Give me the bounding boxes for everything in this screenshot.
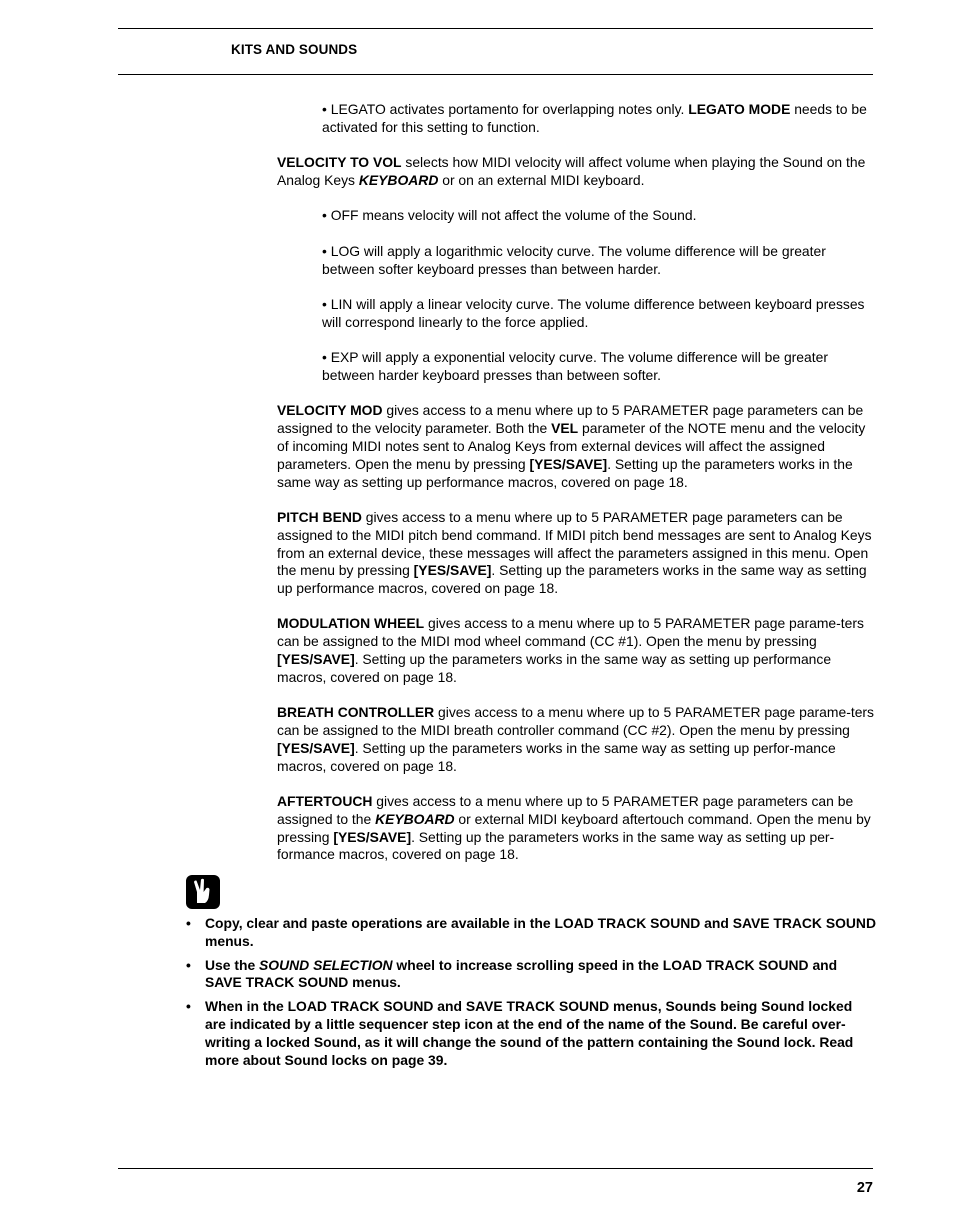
tip-item: • When in the LOAD TRACK SOUND and SAVE TRACK SOUND menus, Sounds being Sound locked are indicated by a little sequencer step icon at the end of the name of the Sound. Be careful over-writing a locked Sound, as it will change the sound of the pattern containing the Sound lock. Read more about Sound locks on page 39. [186,998,854,1068]
bullet-dot: • [186,915,191,931]
bullet-dot: • [186,956,191,973]
velocity-mod-paragraph: VELOCITY MOD gives access to a menu where up to 5 PARAMETER page parameters can be assigned to the velocity parameter. Both the VEL parameter of the NOTE menu and the velocity of incoming MIDI notes sent to Analog Keys from external devices will affect the assigned parameters. Open the menu by pressing [YES/SAVE]. Setting up the parameters works in the same way as setting up performance macros, covered on page 18. [277,402,866,490]
body-text [277,101,874,882]
page-number: 27 [856,1180,873,1196]
pitch-bend-paragraph: PITCH BEND gives access to a menu where up to 5 PARAMETER page parameters can be assigned to the MIDI pitch bend command. If MIDI pitch bend messages are sent to Analog Keys from an external device, these messages will affect the parameters assigned in this menu. Open the menu by pressing [YES/SAVE]. Setting up the parameters works in the same way as setting up performance macros, covered on page 18. [277,508,872,597]
velocity-to-vol-paragraph: VELOCITY TO VOL selects how MIDI velocity will affect volume when playing the Sound on the Analog Keys KEYBOARD or on an external MIDI keyboard. [277,154,866,188]
tip-item: • Use the SOUND SELECTION wheel to increase scrolling speed in the LOAD TRACK SOUND and SAVE TRACK SOUND menus. [186,956,838,991]
header-bottom-rule [118,74,873,75]
hand-icon [186,875,220,909]
vel-log-bullet: • LOG will apply a logarithmic velocity curve. The volume difference will be greater between softer keyboard presses than between harder. [322,242,826,277]
modulation-wheel-paragraph: MODULATION WHEEL gives access to a menu where up to 5 PARAMETER page parame-ters can be assigned to the MIDI mod wheel command (CC #1). Open the menu by pressing [YES/SAVE]. Setting up the parameters works in the same way as setting up performance macros, covered on page 18. [277,615,864,685]
breath-controller-paragraph: BREATH CONTROLLER gives access to a menu where up to 5 PARAMETER page parame-ters can be assigned to the MIDI breath controller command (CC #2). Open the menu by pressing [YES/SAVE]. Setting up the parameters works in the same way as setting up perfor-mance macros, covered on page 18. [277,704,874,774]
aftertouch-paragraph: AFTERTOUCH gives access to a menu where up to 5 PARAMETER page parameters can be assigned to the KEYBOARD or external MIDI keyboard aftertouch command. Open the menu by pressing [YES/SAVE]. Setting up the parameters works in the same way as setting up per-formance macros, covered on page 18. [277,793,871,863]
vel-off-bullet: • OFF means velocity will not affect the volume of the Sound. [322,207,697,224]
vel-exp-bullet: • EXP will apply a exponential velocity curve. The volume difference will be greater between harder keyboard presses than between softer. [322,349,828,383]
header-top-rule [118,28,873,29]
bullet-dot: • [186,998,191,1015]
legato-bullet: • LEGATO activates portamento for overlapping notes only. LEGATO MODE needs to be activated for this setting to function. [322,101,867,135]
vel-lin-bullet: • LIN will apply a linear velocity curve. The volume difference between keyboard presses will correspond linearly to the force applied. [322,295,865,330]
tips-list [186,915,876,1075]
running-header: KITS AND SOUNDS [231,42,358,57]
footer-rule [118,1168,873,1169]
tip-item: • Copy, clear and paste operations are available in the LOAD TRACK SOUND and SAVE TRACK SOUND menus. [186,915,876,949]
